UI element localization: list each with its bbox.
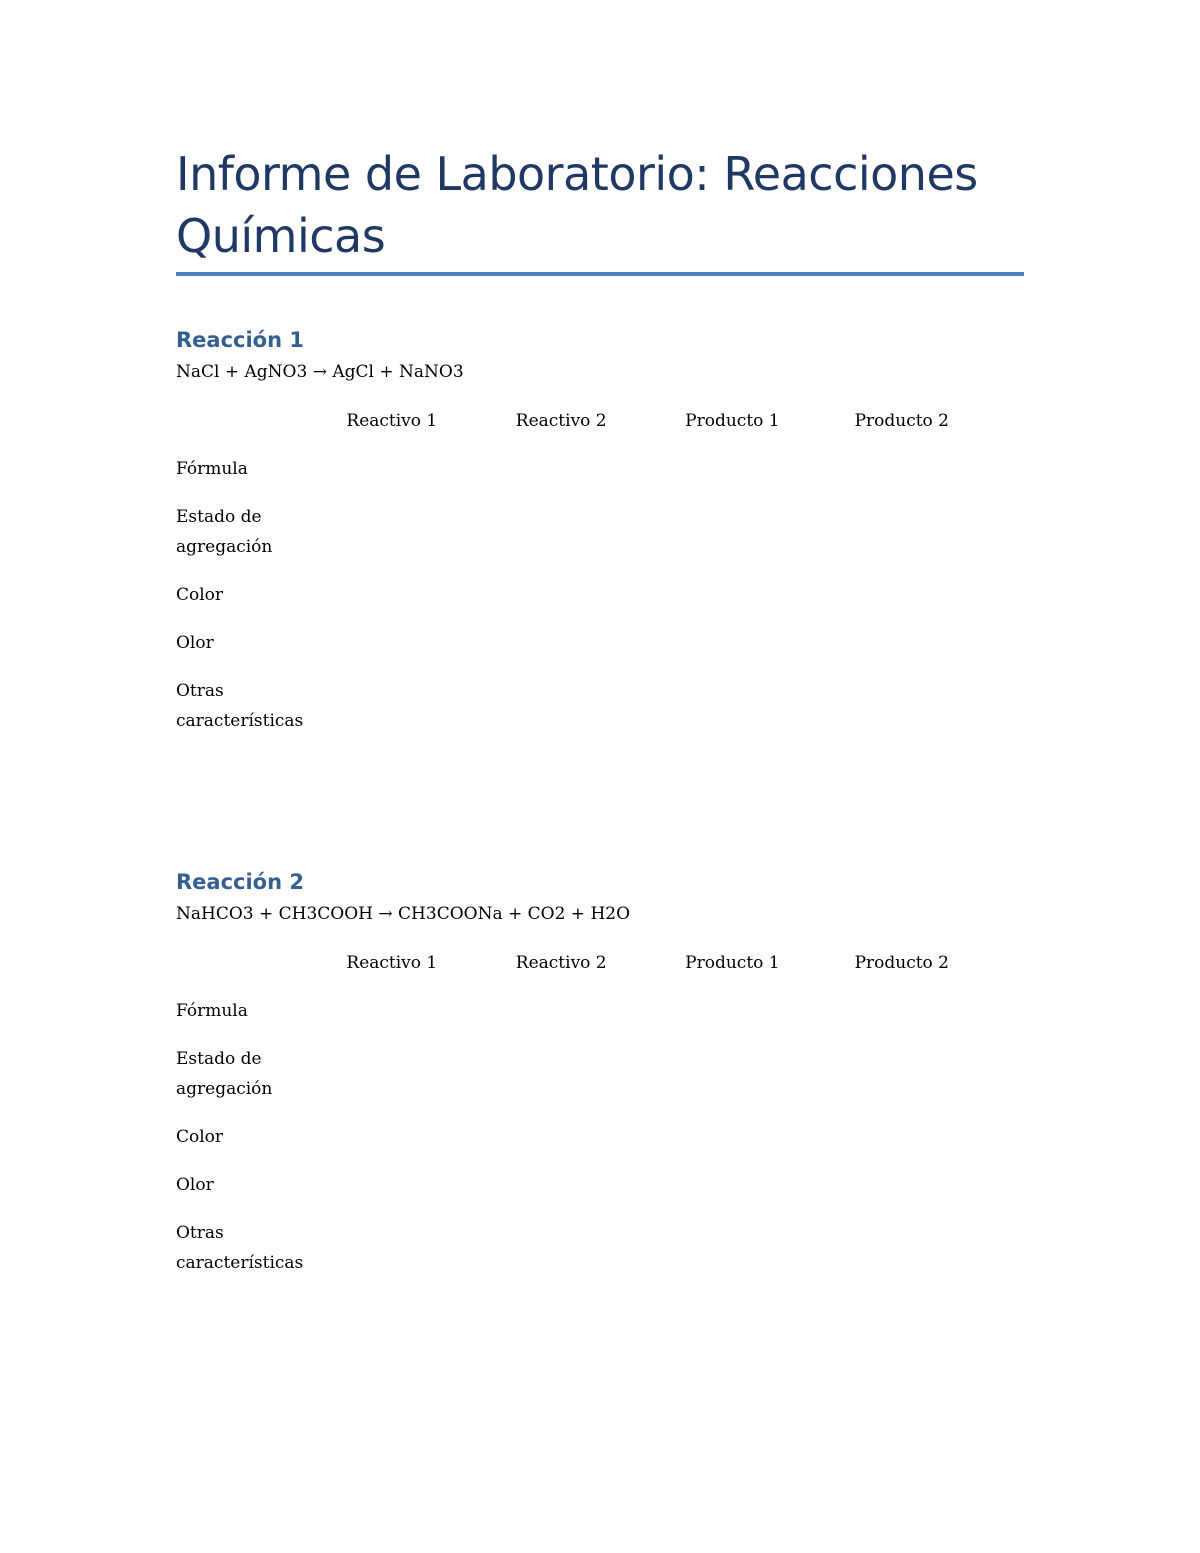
table-cell[interactable] [855,676,1024,754]
table-row [176,454,1024,502]
row-label: Otras características [176,1223,304,1273]
table-cell[interactable] [685,1170,854,1218]
table-cell[interactable] [855,454,1024,502]
table-cell[interactable] [346,628,515,676]
table-cell[interactable] [685,676,854,754]
table-cell[interactable] [346,1218,515,1296]
table-row [176,1170,1024,1218]
table-cell[interactable] [855,580,1024,628]
column-header: Reactivo 1 [346,953,438,973]
row-label: Otras características [176,681,304,731]
column-header: Reactivo 2 [515,411,607,431]
reaction-equation: NaHCO3 + CH3COOH → CH3COONa + CO2 + H2O [176,904,631,924]
table-cell[interactable] [855,1170,1024,1218]
properties-table [176,406,1024,754]
row-label: Olor [176,633,214,653]
table-cell[interactable] [855,996,1024,1044]
table-cell[interactable] [516,1044,685,1122]
table-cell[interactable] [346,454,515,502]
table-cell[interactable] [346,676,515,754]
table-row [176,676,1024,754]
table-cell[interactable] [685,454,854,502]
row-label: Fórmula [176,459,248,479]
table-cell[interactable] [855,502,1024,580]
reaction-heading: Reacción 2 [176,870,304,894]
table-row [176,580,1024,628]
column-header: Producto 2 [854,411,950,431]
table-cell[interactable] [685,996,854,1044]
table-cell[interactable] [685,580,854,628]
table-cell[interactable] [516,1122,685,1170]
table-cell[interactable] [516,502,685,580]
table-cell[interactable] [516,1170,685,1218]
table-cell[interactable] [855,1122,1024,1170]
table-cell[interactable] [516,628,685,676]
table-cell[interactable] [855,1218,1024,1296]
row-label: Color [176,585,224,605]
column-header: Producto 1 [685,411,780,431]
table-cell[interactable] [516,676,685,754]
table-cell[interactable] [516,580,685,628]
document-title: Informe de Laboratorio: Reacciones Químicas [176,147,978,263]
table-cell[interactable] [346,1122,515,1170]
table-row [176,1218,1024,1296]
title-underline [176,272,1024,276]
header-empty-cell [176,948,346,996]
column-header: Reactivo 2 [515,953,607,973]
table-cell[interactable] [685,502,854,580]
column-header: Reactivo 1 [346,411,438,431]
table-cell[interactable] [855,1044,1024,1122]
table-cell[interactable] [516,454,685,502]
table-header-row [176,948,1024,996]
row-label: Color [176,1127,224,1147]
table-cell[interactable] [346,1170,515,1218]
table-cell[interactable] [346,502,515,580]
column-header: Producto 1 [685,953,780,973]
table-cell[interactable] [685,628,854,676]
table-cell[interactable] [516,996,685,1044]
header-empty-cell [176,406,346,454]
column-header: Producto 2 [854,953,950,973]
table-cell[interactable] [346,1044,515,1122]
table-cell[interactable] [516,1218,685,1296]
reaction-heading: Reacción 1 [176,328,304,352]
table-row [176,996,1024,1044]
table-cell[interactable] [855,628,1024,676]
row-label: Estado de agregación [176,507,273,557]
table-cell[interactable] [685,1218,854,1296]
row-label: Estado de agregación [176,1049,273,1099]
table-header-row [176,406,1024,454]
table-cell[interactable] [685,1122,854,1170]
table-cell[interactable] [346,996,515,1044]
table-row [176,502,1024,580]
row-label: Olor [176,1175,214,1195]
row-label: Fórmula [176,1001,248,1021]
table-row [176,1122,1024,1170]
table-cell[interactable] [346,580,515,628]
table-row [176,628,1024,676]
table-row [176,1044,1024,1122]
properties-table [176,948,1024,1296]
table-cell[interactable] [685,1044,854,1122]
reaction-equation: NaCl + AgNO3 → AgCl + NaNO3 [176,362,464,382]
